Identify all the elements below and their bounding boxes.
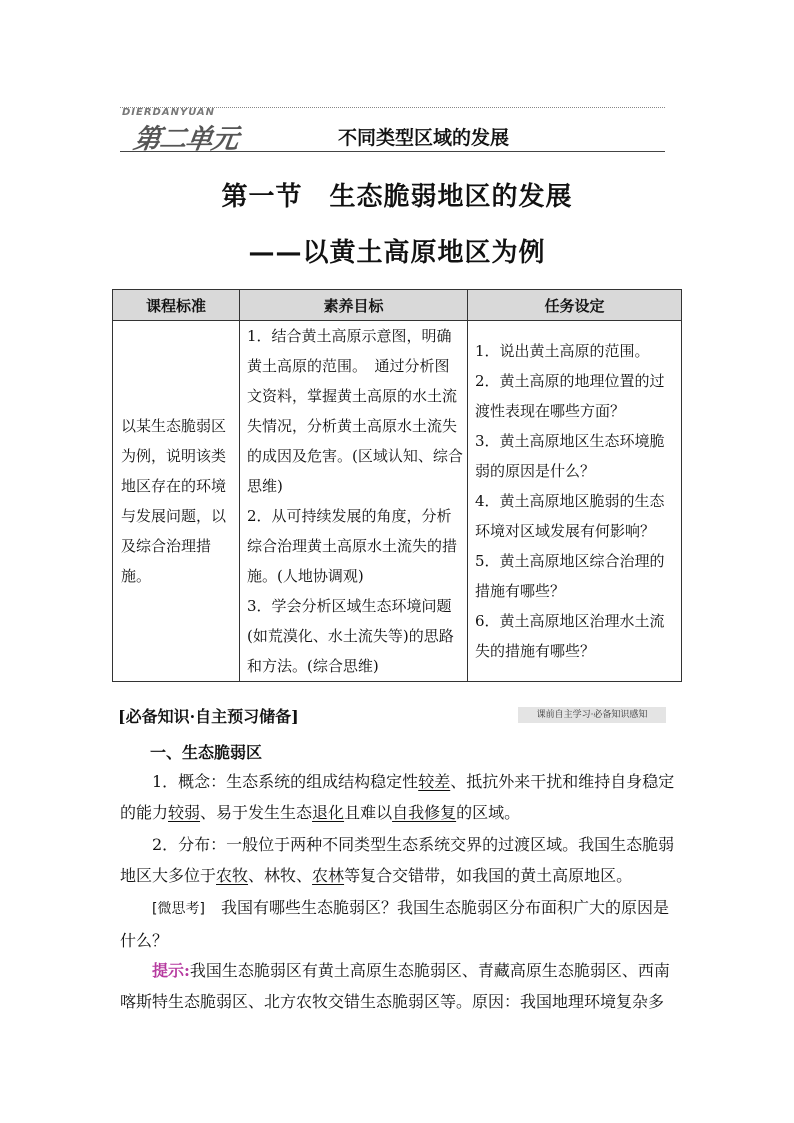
- text-run: 、林牧、: [248, 866, 313, 885]
- text-run: 、易于发生生态: [200, 803, 313, 822]
- paragraph-distribution: [120, 829, 676, 891]
- standards-table: [112, 289, 682, 682]
- underlined-answer: 自我修复: [392, 803, 457, 822]
- unit-header: [120, 103, 665, 153]
- unit-title: 不同类型区域的发展: [338, 127, 510, 149]
- header-rule: [120, 151, 665, 152]
- paragraph-concept: [120, 766, 676, 828]
- subheading-eco-fragile: 一、生态脆弱区: [150, 743, 263, 762]
- text-run: 我国生态脆弱区有黄土高原生态脆弱区、青藏高原生态脆弱区、西南喀斯特生态脆弱区、北方农牧交错生态脆弱区等。原因：我国地理环境复杂多: [120, 961, 670, 1011]
- unit-label: 第二单元: [131, 124, 240, 155]
- knowledge-section-heading: [必备知识·自主预习储备]: [118, 707, 299, 726]
- text-run: 1．概念：生态系统的组成结构稳定性: [152, 772, 419, 791]
- text-run: 且难以: [344, 803, 393, 822]
- underlined-answer: 退化: [312, 803, 345, 822]
- paragraph-hint: [120, 955, 676, 1017]
- header-curriculum-standard: 课程标准: [113, 290, 240, 321]
- micro-thinking-label: [微思考]: [152, 901, 205, 917]
- underlined-answer: 较弱: [168, 803, 201, 822]
- knowledge-section-tag: 课前自主学习·必备知识感知: [518, 707, 666, 723]
- section-subtitle: ——以黄土高原地区为例: [248, 238, 546, 268]
- literacy-goals-cell: [240, 321, 468, 682]
- section-title: 第一节 生态脆弱地区的发展: [221, 182, 573, 212]
- header-task-settings: 任务设定: [468, 290, 682, 321]
- table-header-row: [113, 290, 682, 321]
- text-run: 我国有哪些生态脆弱区？我国生态脆弱区分布面积广大的原因是什么？: [120, 898, 669, 950]
- text-run: 、抵抗外来干扰和维持自身稳定的能力: [120, 772, 675, 822]
- text-run: 2．分布：一般位于两种不同类型生态系统交界的过渡区域。我国生态脆弱地区大多位于: [120, 835, 675, 885]
- task-settings-cell: [468, 321, 682, 682]
- header-literacy-goals: 素养目标: [240, 290, 468, 321]
- underlined-answer: 农牧: [216, 866, 249, 885]
- unit-pinyin: DIERDANYUAN: [122, 107, 215, 118]
- underlined-answer: 较差: [418, 772, 451, 791]
- curriculum-standard-text: 以某生态脆弱区为例，说明该类地区存在的环境与发展问题，以及综合治理措施。: [121, 417, 227, 585]
- text-run: 的区域。: [456, 803, 521, 822]
- table-row: [113, 321, 682, 682]
- curriculum-standard-cell: [113, 321, 240, 682]
- task-settings-text: 1．说出黄土高原的范围。 2．黄土高原的地理位置的过渡性表现在哪些方面？ 3．黄土高原地区生态环境脆弱的原因是什么？ 4．黄土高原地区脆弱的生态环境对区域发展有何影响？ 5．黄土高原地区综合治理的措施有哪些？ 6．黄土高原地区治理水土流失的措施有哪些？: [475, 342, 665, 660]
- hint-label: 提示:: [152, 961, 190, 980]
- paragraph-micro-thinking: [120, 892, 676, 956]
- underlined-answer: 农林: [312, 866, 345, 885]
- text-run: 等复合交错带，如我国的黄土高原地区。: [344, 866, 633, 885]
- literacy-goals-text: 1．结合黄土高原示意图，明确黄土高原的范围。 通过分析图文资料，掌握黄土高原的水土流失情况，分析黄土高原水土流失的成因及危害。(区域认知、综合思维) 2．从可持续发展的角度，分析综合治理黄土高原水土流失的措施。(人地协调观) 3．学会分析区域生态环境问题(如荒漠化、水土流失等)的思路和方法。(综合思维): [247, 327, 463, 675]
